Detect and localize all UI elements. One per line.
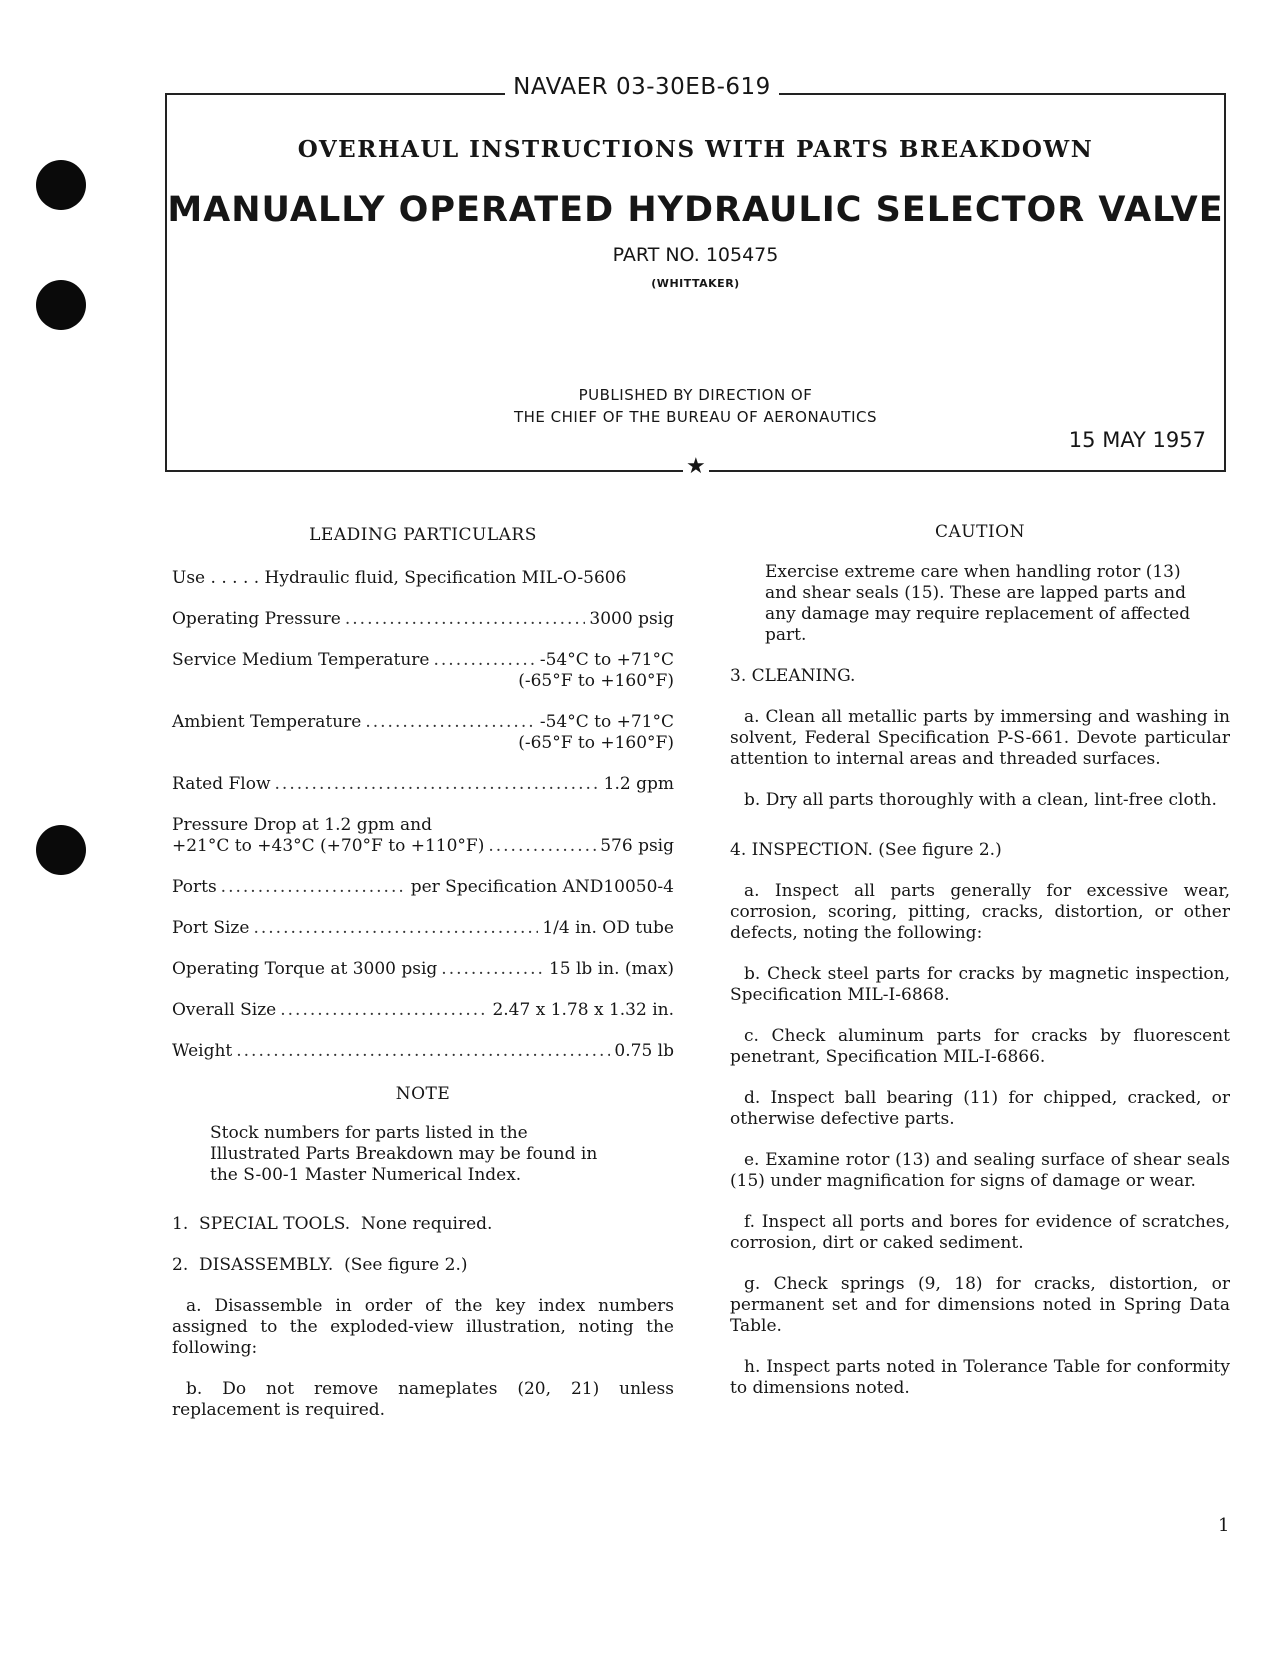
inspection-item-f: f. Inspect all ports and bores for evidence of scratches, corrosion, dirt or caked sediment. bbox=[730, 1212, 1230, 1253]
leading-particulars-heading: LEADING PARTICULARS bbox=[309, 525, 537, 545]
inspection-item-d: d. Inspect ball bearing (11) for chipped, cracked, or otherwise defective parts. bbox=[730, 1088, 1230, 1129]
inspection-item-g: g. Check springs (9, 18) for cracks, distortion, or permanent set and for dimensions noted in Spring Data Table. bbox=[730, 1274, 1230, 1336]
document-number: NAVAER 03-30EB-619 bbox=[0, 74, 1284, 100]
spec-use: Use . . . . . Hydraulic fluid, Specification MIL-O-5606 bbox=[172, 568, 627, 588]
section-disassembly: 2. DISASSEMBLY. (See figure 2.) bbox=[172, 1255, 468, 1275]
inspection-item-b: b. Check steel parts for cracks by magnetic inspection, Specification MIL-I-6868. bbox=[730, 964, 1230, 1005]
inspection-item-e: e. Examine rotor (13) and sealing surface of shear seals (15) under magnification for signs of damage or wear. bbox=[730, 1150, 1230, 1191]
spec-ports: Ports ..... per Specification AND10050-4 bbox=[172, 877, 674, 898]
star-ornament: ★ bbox=[683, 456, 709, 478]
spec-service-medium-temperature: Service Medium Temperature ..... -54°C to +71°C bbox=[172, 650, 674, 671]
binder-hole-middle bbox=[36, 280, 86, 330]
spec-rated-flow: Rated Flow ..... 1.2 gpm bbox=[172, 774, 674, 795]
left-column bbox=[172, 525, 674, 1421]
caution-heading: CAUTION bbox=[935, 522, 1025, 542]
document-overline: OVERHAUL INSTRUCTIONS WITH PARTS BREAKDOWN bbox=[297, 136, 1094, 163]
document-title: MANUALLY OPERATED HYDRAULIC SELECTOR VALVE bbox=[167, 190, 1224, 230]
publication-date: 15 MAY 1957 bbox=[1068, 428, 1206, 452]
spec-overall-size: Overall Size ..... 2.47 x 1.78 x 1.32 in. bbox=[172, 1000, 674, 1021]
spec-ambient-temperature-f: (-65°F to +160°F) bbox=[518, 733, 674, 753]
binder-hole-lower bbox=[36, 825, 86, 875]
spec-pressure-drop: +21°C to +43°C (+70°F to +110°F) ..... 576 psig bbox=[172, 836, 674, 857]
note-heading: NOTE bbox=[395, 1084, 451, 1104]
inspection-item-h: h. Inspect parts noted in Tolerance Table for conformity to dimensions noted. bbox=[730, 1357, 1230, 1398]
manufacturer: (WHITTAKER) bbox=[651, 277, 740, 290]
binder-hole-top bbox=[36, 160, 86, 210]
spec-operating-pressure: Operating Pressure ..... 3000 psig bbox=[172, 609, 674, 630]
right-column bbox=[730, 522, 1230, 1399]
section-inspection: 4. INSPECTION. (See figure 2.) bbox=[730, 840, 1002, 860]
publisher-note: PUBLISHED BY DIRECTION OF THE CHIEF OF THE BUREAU OF AERONAUTICS bbox=[513, 386, 878, 426]
spec-ambient-temperature: Ambient Temperature ..... -54°C to +71°C bbox=[172, 712, 674, 733]
caution-text: Exercise extreme care when handling rotor (13) and shear seals (15). These are lapped parts and any damage may require replacement of affected part. bbox=[765, 562, 1191, 645]
disassembly-item-b: b. Do not remove nameplates (20, 21) unless replacement is required. bbox=[172, 1379, 674, 1420]
spec-port-size: Port Size ..... 1/4 in. OD tube bbox=[172, 918, 674, 939]
page-number: 1 bbox=[1218, 1515, 1230, 1536]
part-number: PART NO. 105475 bbox=[612, 244, 779, 266]
cleaning-item-b: b. Dry all parts thoroughly with a clean, lint-free cloth. bbox=[744, 790, 1217, 810]
spec-operating-torque: Operating Torque at 3000 psig ..... 15 lb in. (max) bbox=[172, 959, 674, 980]
spec-service-medium-temperature-f: (-65°F to +160°F) bbox=[518, 671, 674, 691]
note-text: Stock numbers for parts listed in the Illustrated Parts Breakdown may be found in the S-00-1 Master Numerical Index. bbox=[210, 1123, 598, 1185]
disassembly-item-a: a. Disassemble in order of the key index numbers assigned to the exploded-view illustration, noting the following: bbox=[172, 1296, 674, 1358]
cleaning-item-a: a. Clean all metallic parts by immersing and washing in solvent, Federal Specification P-S-661. Devote particular attention to internal areas and threaded surfaces. bbox=[730, 707, 1230, 769]
spec-weight: Weight ..... 0.75 lb bbox=[172, 1041, 674, 1062]
section-special-tools: 1. SPECIAL TOOLS. None required. bbox=[172, 1214, 493, 1234]
spec-pressure-drop-line1: Pressure Drop at 1.2 gpm and bbox=[172, 815, 432, 835]
inspection-item-a: a. Inspect all parts generally for excessive wear, corrosion, scoring, pitting, cracks, distortion, or other defects, noting the following: bbox=[730, 881, 1230, 943]
inspection-item-c: c. Check aluminum parts for cracks by fluorescent penetrant, Specification MIL-I-6866. bbox=[730, 1026, 1230, 1067]
section-cleaning: 3. CLEANING. bbox=[730, 666, 856, 686]
